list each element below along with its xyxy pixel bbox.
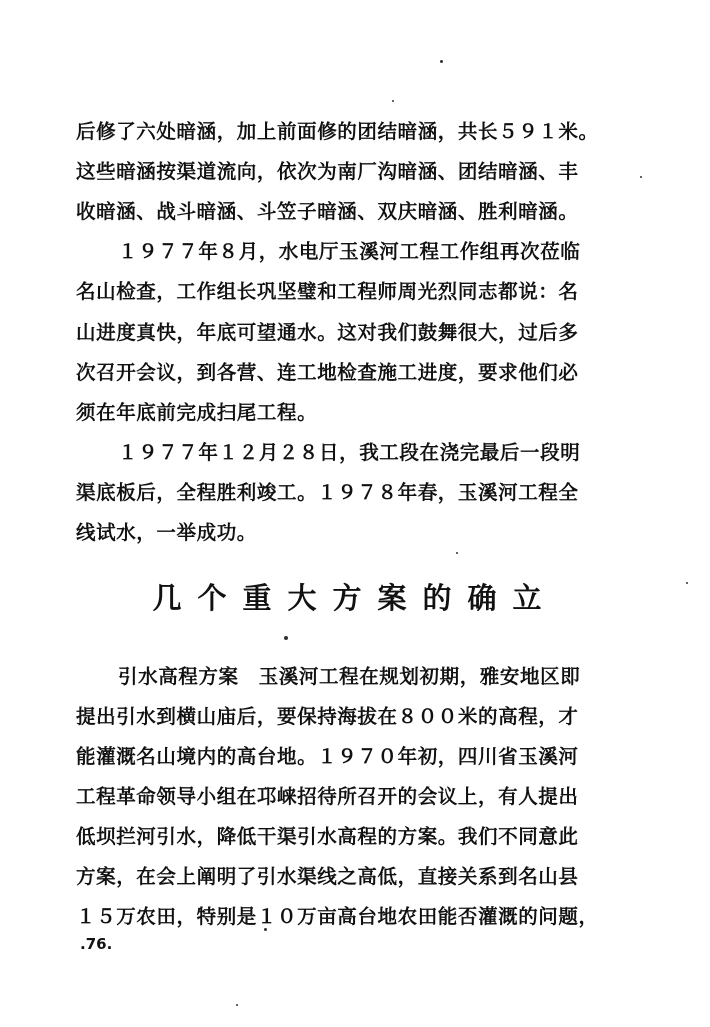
paragraph-4-line-4: 工程革命领导小组在邛崃招待所召开的会议上，有人提出: [76, 785, 579, 808]
scan-speck: [686, 582, 688, 584]
scan-speck: [392, 100, 394, 102]
paragraph-4-line-2: 提出引水到横山庙后，要保持海拔在８００米的高程，才: [76, 705, 579, 728]
paragraph-2-line-4: 次召开会议，到各营、连工地检查施工进度，要求他们必: [76, 361, 579, 384]
scan-speck: [640, 176, 642, 178]
scan-speck: [284, 636, 288, 640]
scan-speck: [236, 1004, 238, 1006]
paragraph-1-line-3: 收暗涵、战斗暗涵、斗笠子暗涵、双庆暗涵、胜利暗涵。: [76, 200, 579, 223]
paragraph-2-line-1: １９７７年８月，水电厅玉溪河工程工作组再次莅临: [118, 240, 581, 263]
paragraph-1-line-1: 后修了六处暗涵，加上前面修的团结暗涵，共长５９１米。: [76, 120, 599, 143]
paragraph-2-line-5: 须在年底前完成扫尾工程。: [76, 401, 318, 424]
scan-speck: [456, 552, 458, 554]
paragraph-4-line-6: 方案，在会上阐明了引水渠线之高低，直接关系到名山县: [76, 865, 579, 888]
paragraph-4-line-3: 能灌溉名山境内的高台地。１９７０年初，四川省玉溪河: [76, 745, 579, 768]
paragraph-3-line-2: 渠底板后，全程胜利竣工。１９７８年春，玉溪河工程全: [76, 481, 579, 504]
paragraph-4-line-1: 引水高程方案 玉溪河工程在规划初期，雅安地区即: [118, 665, 581, 688]
paragraph-2-line-3: 山进度真快，年底可望通水。这对我们鼓舞很大，过后多: [76, 321, 579, 344]
scan-speck: [264, 928, 267, 931]
paragraph-3-line-1: １９７７年１２月２８日，我工段在浇完最后一段明: [118, 441, 581, 464]
paragraph-2-line-2: 名山检查，工作组长巩坚璧和工程师周光烈同志都说：名: [76, 280, 579, 303]
paragraph-4-line-7: １５万农田，特别是１０万亩高台地农田能否灌溉的问题，: [76, 905, 599, 928]
paragraph-1-line-2: 这些暗涵按渠道流向，依次为南厂沟暗涵、团结暗涵、丰: [76, 160, 579, 183]
page-number: .76.: [80, 935, 113, 953]
section-heading: 几个重大方案的确立: [152, 581, 558, 615]
paragraph-4-line-5: 低坝拦河引水，降低干渠引水高程的方案。我们不同意此: [76, 825, 579, 848]
paragraph-3-line-3: 线试水，一举成功。: [76, 521, 257, 544]
scan-speck: [440, 60, 443, 63]
